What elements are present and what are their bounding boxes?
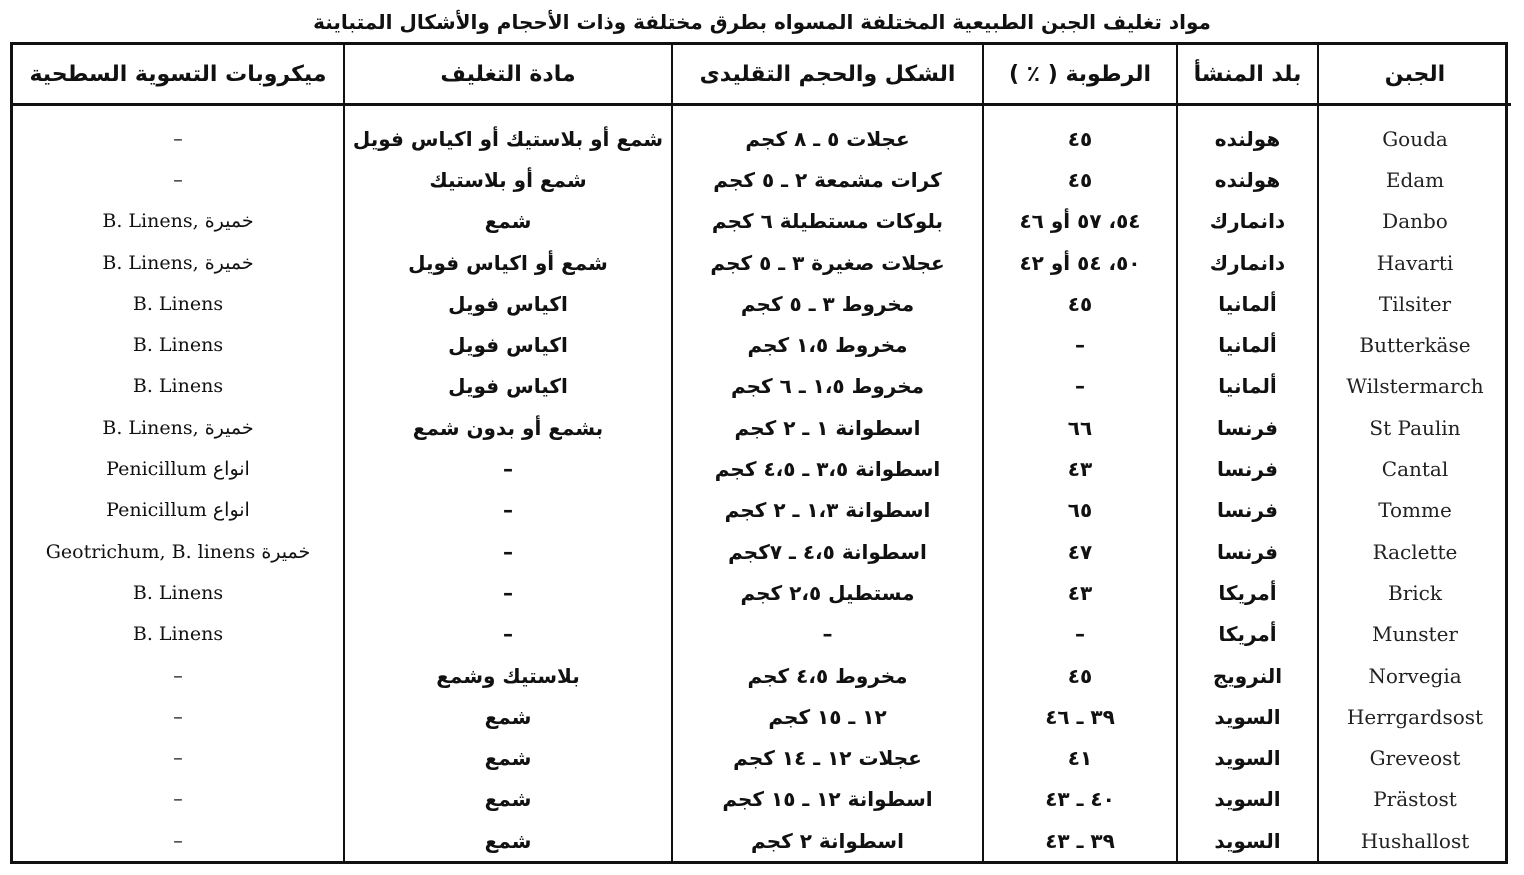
cell-moisture: ٦٥: [983, 490, 1177, 531]
cell-microbes: B. Linens, خميرة: [102, 416, 254, 439]
table-row: [13, 366, 1511, 407]
cell-shape: عجلات ٥ ـ ٨ كجم: [672, 105, 983, 160]
cell-packaging: شمع أو اكياس فويل: [344, 242, 672, 283]
cell-cheese: Gouda: [1318, 105, 1511, 160]
cell-origin: دانمارك: [1177, 201, 1318, 242]
cell-cheese: Brick: [1318, 572, 1511, 613]
cell-shape: مخروط ٣ ـ ٥ كجم: [672, 283, 983, 324]
table-row: [13, 655, 1511, 696]
header-moisture: الرطوبة ( ٪ ): [983, 45, 1177, 105]
table-row: [13, 490, 1511, 531]
cell-shape: اسطوانة ٣،٥ ـ ٤،٥ كجم: [672, 448, 983, 489]
cell-packaging: شمع: [344, 779, 672, 820]
cell-shape: مخروط ١،٥ كجم: [672, 324, 983, 365]
table-row: [13, 448, 1511, 489]
cell-cheese: Prästost: [1318, 779, 1511, 820]
cell-shape: اسطوانة ١ ـ ٢ كجم: [672, 407, 983, 448]
cell-packaging: شمع: [344, 201, 672, 242]
cell-origin: فرنسا: [1177, 490, 1318, 531]
cell-packaging: شمع: [344, 737, 672, 778]
cell-cheese: Herrgardsost: [1318, 696, 1511, 737]
cell-packaging: بلاستيك وشمع: [344, 655, 672, 696]
cell-origin: السويد: [1177, 820, 1318, 861]
cell-origin: هولنده: [1177, 105, 1318, 160]
cell-moisture: ٤٥: [983, 159, 1177, 200]
cell-origin: فرنسا: [1177, 407, 1318, 448]
cell-shape: اسطوانة ٢ كجم: [672, 820, 983, 861]
cell-cheese: Butterkäse: [1318, 324, 1511, 365]
cell-cheese: Raclette: [1318, 531, 1511, 572]
cell-shape: مخروط ١،٥ ـ ٦ كجم: [672, 366, 983, 407]
cell-origin: السويد: [1177, 737, 1318, 778]
header-microbes: ميكروبات التسوية السطحية: [13, 45, 344, 105]
cell-moisture: ٣٩ ـ ٤٣: [983, 820, 1177, 861]
cell-moisture: ٤٣: [983, 448, 1177, 489]
cell-origin: هولنده: [1177, 159, 1318, 200]
cell-origin: أمريكا: [1177, 614, 1318, 655]
cell-microbes: B. Linens, خميرة: [102, 251, 254, 274]
header-shape: الشكل والحجم التقليدى: [672, 45, 983, 105]
cell-shape: –: [672, 614, 983, 655]
cell-packaging: اكياس فويل: [344, 324, 672, 365]
cell-moisture: ٦٦: [983, 407, 1177, 448]
cell-microbes: B. Linens: [132, 581, 224, 604]
cell-shape: عجلات صغيرة ٣ ـ ٥ كجم: [672, 242, 983, 283]
cell-packaging: شمع أو بلاستيك: [344, 159, 672, 200]
cell-origin: ألمانيا: [1177, 366, 1318, 407]
table-row: [13, 201, 1511, 242]
cell-cheese: St Paulin: [1318, 407, 1511, 448]
cell-shape: كرات مشمعة ٢ ـ ٥ كجم: [672, 159, 983, 200]
cell-microbes: Penicillum انواع: [106, 499, 250, 522]
cell-moisture: ٤٣: [983, 572, 1177, 613]
table-row: [13, 407, 1511, 448]
cell-packaging: –: [344, 490, 672, 531]
cell-packaging: شمع: [344, 696, 672, 737]
table-row: [13, 820, 1511, 861]
cell-microbes: –: [173, 664, 183, 687]
cell-origin: النرويج: [1177, 655, 1318, 696]
cell-microbes: B. Linens: [132, 292, 224, 315]
cell-microbes: –: [173, 747, 183, 770]
cell-cheese: Cantal: [1318, 448, 1511, 489]
cell-moisture: ٥٠، ٥٤ أو ٤٢: [983, 242, 1177, 283]
cell-cheese: Danbo: [1318, 201, 1511, 242]
header-origin: بلد المنشأ: [1177, 45, 1318, 105]
cell-microbes: B. Linens: [132, 623, 224, 646]
cell-shape: ١٢ ـ ١٥ كجم: [672, 696, 983, 737]
cell-moisture: ٤٠ ـ ٤٣: [983, 779, 1177, 820]
table-row: [13, 737, 1511, 778]
table-row: [13, 283, 1511, 324]
cell-moisture: –: [983, 366, 1177, 407]
cell-packaging: اكياس فويل: [344, 366, 672, 407]
cell-moisture: ٤١: [983, 737, 1177, 778]
cell-cheese: Greveost: [1318, 737, 1511, 778]
cell-origin: السويد: [1177, 779, 1318, 820]
header-cheese: الجبن: [1318, 45, 1511, 105]
cell-packaging: شمع أو بلاستيك أو اكياس فويل: [344, 105, 672, 160]
cell-cheese: Havarti: [1318, 242, 1511, 283]
cell-microbes: Geotrichum, B. linens خميرة: [45, 540, 311, 563]
cell-cheese: Munster: [1318, 614, 1511, 655]
cheese-packaging-table-frame: [10, 42, 1508, 864]
cell-microbes: B. Linens: [132, 334, 224, 357]
cell-origin: السويد: [1177, 696, 1318, 737]
cell-moisture: ٣٩ ـ ٤٦: [983, 696, 1177, 737]
cell-origin: فرنسا: [1177, 531, 1318, 572]
table-caption: مواد تغليف الجبن الطبيعية المختلفة المسواه بطرق مختلفة وذات الأحجام والأشكال المتباينة: [313, 10, 1211, 34]
cell-shape: مخروط ٤،٥ كجم: [672, 655, 983, 696]
cell-cheese: Edam: [1318, 159, 1511, 200]
cell-microbes: –: [173, 705, 183, 728]
cell-origin: ألمانيا: [1177, 324, 1318, 365]
cell-moisture: –: [983, 324, 1177, 365]
table-row: [13, 242, 1511, 283]
cell-moisture: ٥٤، ٥٧ أو ٤٦: [983, 201, 1177, 242]
cell-microbes: B. Linens: [132, 375, 224, 398]
cell-cheese: Norvegia: [1318, 655, 1511, 696]
cell-cheese: Tomme: [1318, 490, 1511, 531]
cell-shape: مستطيل ٢،٥ كجم: [672, 572, 983, 613]
table-body: [13, 105, 1511, 862]
cell-shape: اسطوانة ١٢ ـ ١٥ كجم: [672, 779, 983, 820]
cell-microbes: –: [173, 127, 183, 150]
header-row: [13, 45, 1511, 105]
table-row: [13, 779, 1511, 820]
cell-moisture: ٤٥: [983, 655, 1177, 696]
cell-cheese: Tilsiter: [1318, 283, 1511, 324]
table-row: [13, 105, 1511, 160]
cell-shape: اسطوانة ٤،٥ ـ ٧كجم: [672, 531, 983, 572]
cell-moisture: –: [983, 614, 1177, 655]
cheese-packaging-table: [13, 45, 1511, 861]
cell-packaging: شمع: [344, 820, 672, 861]
cell-shape: اسطوانة ١،٣ ـ ٢ كجم: [672, 490, 983, 531]
cell-microbes: –: [173, 788, 183, 811]
cell-packaging: بشمع أو بدون شمع: [344, 407, 672, 448]
cell-packaging: –: [344, 572, 672, 613]
cell-moisture: ٤٥: [983, 105, 1177, 160]
cell-packaging: اكياس فويل: [344, 283, 672, 324]
cell-cheese: Hushallost: [1318, 820, 1511, 861]
cell-microbes: –: [173, 829, 183, 852]
cell-origin: ألمانيا: [1177, 283, 1318, 324]
table-row: [13, 324, 1511, 365]
cell-moisture: ٤٥: [983, 283, 1177, 324]
cell-origin: أمريكا: [1177, 572, 1318, 613]
cell-shape: عجلات ١٢ ـ ١٤ كجم: [672, 737, 983, 778]
cell-moisture: ٤٧: [983, 531, 1177, 572]
cell-origin: فرنسا: [1177, 448, 1318, 489]
header-packaging: مادة التغليف: [344, 45, 672, 105]
table-row: [13, 696, 1511, 737]
cell-cheese: Wilstermarch: [1318, 366, 1511, 407]
cell-microbes: –: [173, 168, 183, 191]
table-row: [13, 614, 1511, 655]
table-row: [13, 572, 1511, 613]
cell-microbes: B. Linens, خميرة: [102, 210, 254, 233]
table-row: [13, 531, 1511, 572]
cell-packaging: –: [344, 531, 672, 572]
cell-shape: بلوكات مستطيلة ٦ كجم: [672, 201, 983, 242]
cell-packaging: –: [344, 614, 672, 655]
table-row: [13, 159, 1511, 200]
cell-microbes: Penicillum انواع: [106, 458, 250, 481]
cell-origin: دانمارك: [1177, 242, 1318, 283]
cell-packaging: –: [344, 448, 672, 489]
